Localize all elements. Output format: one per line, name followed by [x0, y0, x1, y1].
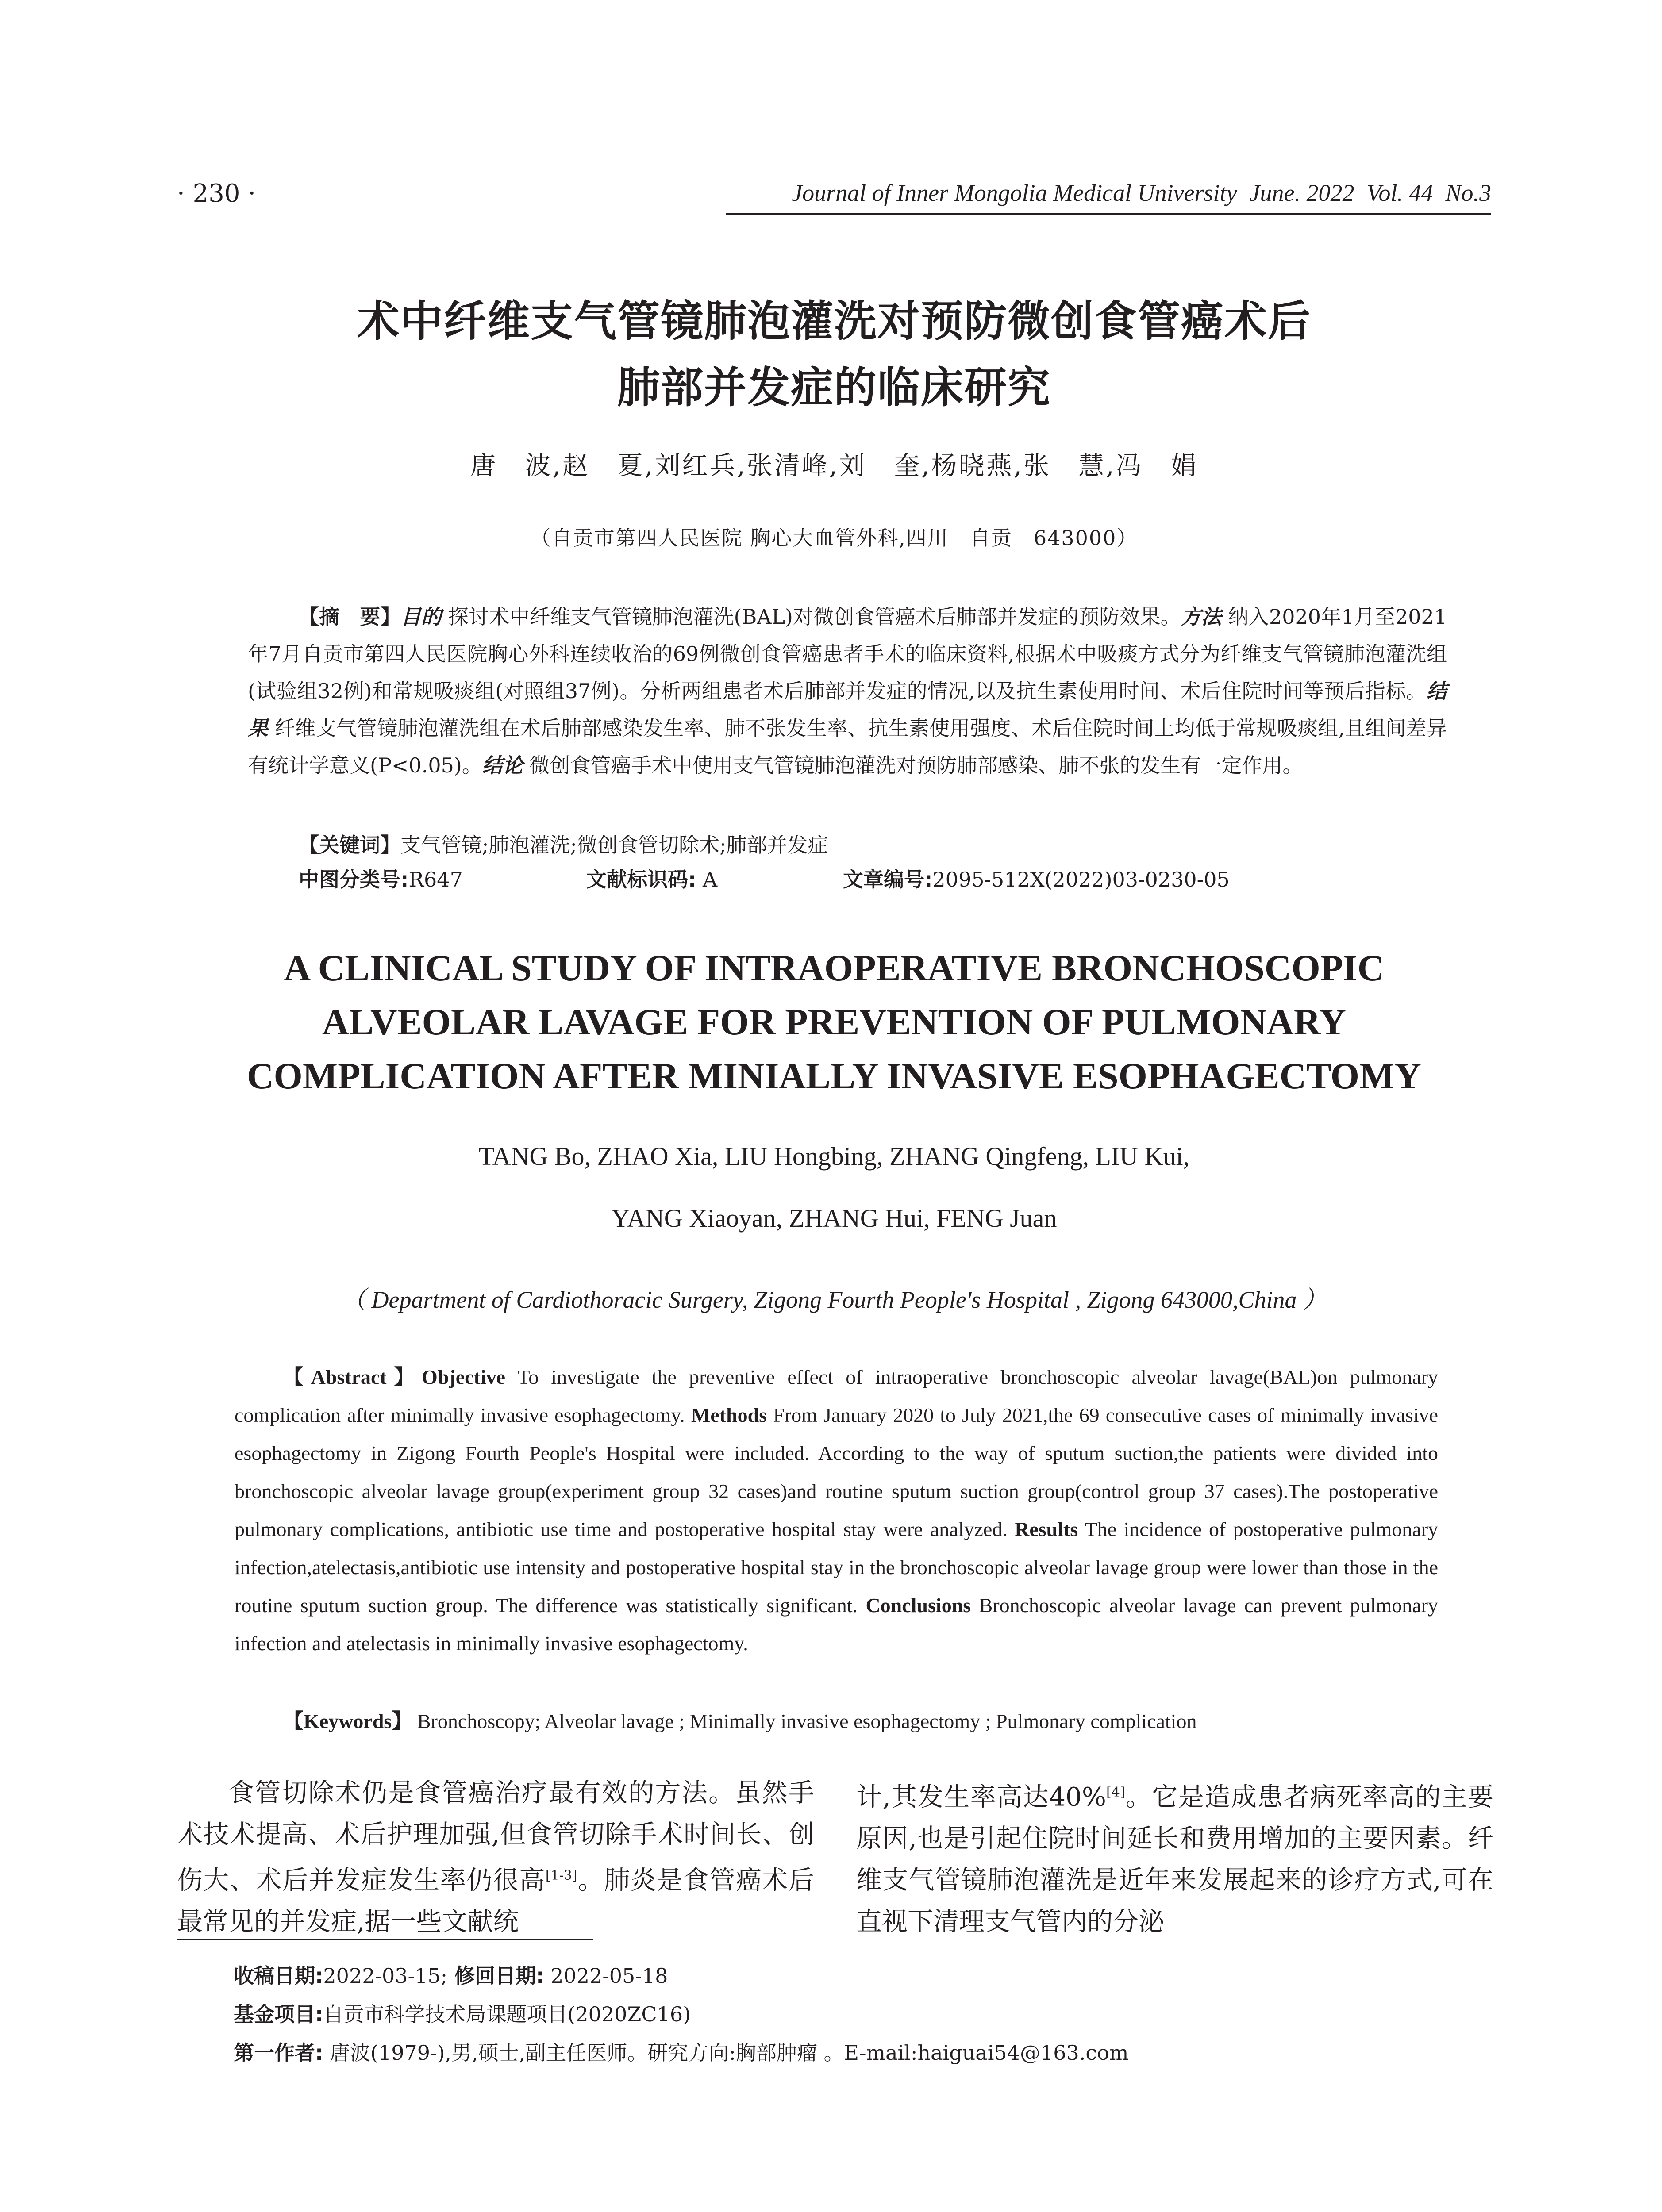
issue-number: No.3: [1445, 180, 1491, 206]
cn-affiliation: （自贡市第四人民医院 胸心大血管外科,四川 自贡 643000）: [530, 526, 1138, 550]
cn-methods-label: 方法: [1181, 605, 1222, 629]
body-left-text: 食管切除术仍是食管癌治疗最有效的方法。虽然手术技术提高、术后护理加强,但食管切除手术时间长、创伤大、术后并发症发生率仍很高: [177, 1778, 814, 1895]
class-code-value: R647: [408, 868, 463, 891]
page-number: · 230 ·: [177, 179, 256, 208]
en-abstract: [235, 1358, 1438, 1663]
citation-ref: [4]: [1106, 1785, 1125, 1800]
en-objective-label: Objective: [422, 1366, 506, 1388]
en-title-line-1: A CLINICAL STUDY OF INTRAOPERATIVE BRONCHOSCOPIC: [284, 948, 1385, 989]
footnote-fund: [234, 1998, 691, 2028]
fund-label: 基金项目:: [234, 2002, 323, 2026]
en-authors-line-2: YANG Xiaoyan, ZHANG Hui, FENG Juan: [611, 1204, 1057, 1233]
running-header: [726, 179, 1491, 207]
body-left-text-2: 。肺炎是食管癌术后最常见的并发症,据一些文献统: [177, 1865, 814, 1937]
class-code-label: 中图分类号:: [299, 868, 409, 891]
cn-title-line-2: 肺部并发症的临床研究: [617, 363, 1051, 412]
cn-keywords: [248, 826, 1447, 864]
cn-title-line-1: 术中纤维支气管镜肺泡灌洗对预防微创食管癌术后: [357, 296, 1311, 346]
volume: Vol. 44: [1366, 180, 1433, 206]
footnote-rule: [177, 1939, 593, 1940]
journal-name: Journal of Inner Mongolia Medical University: [792, 180, 1237, 206]
body-right-text: 计,其发生率高达40%: [856, 1782, 1107, 1812]
en-objective-text: To investigate the preventive effect of intraoperative bronchoscopic alveolar lavage(BAL)on pulmonary complication after minimally invasive esophagectomy.: [235, 1366, 1438, 1426]
en-abstract-label: 【Abstract】: [283, 1366, 422, 1388]
cn-objective-label: 目的: [400, 605, 442, 629]
cn-keywords-label: 【关键词】: [299, 833, 400, 857]
doc-code-value: A: [696, 868, 718, 891]
cn-conclusion-label: 结论: [482, 753, 523, 777]
first-author-value: 唐波(1979-),男,硕士,副主任医师。研究方向:胸部肿瘤 。E-mail:haiguai54@163.com: [323, 2041, 1129, 2065]
cn-methods-text: 纳入2020年1月至2021年7月自贡市第四人民医院胸心外科连续收治的69例微创食管癌患者手术的临床资料,根据术中吸痰方式分为纤维支气管镜肺泡灌洗组(试验组32例)和常规吸痰组(对照组37例)。分析两组患者术后肺部并发症的情况,以及抗生素使用时间、术后住院时间等预后指标。: [248, 605, 1447, 703]
en-results-text: The incidence of postoperative pulmonary infection,atelectasis,antibiotic use intensity and postoperative hospital stay in the bronchoscopic alveolar lavage group were lower than those in the routine sputum suction group. The difference was statistically significant.: [235, 1518, 1439, 1617]
en-methods-label: Methods: [691, 1404, 767, 1426]
body-column-left: [177, 1772, 814, 1942]
cn-classification-line: [299, 864, 1230, 893]
received-label: 收稿日期:: [234, 1964, 323, 1988]
cn-conclusion-text: 微创食管癌手术中使用支气管镜肺泡灌洗对预防肺部感染、肺不张的发生有一定作用。: [523, 753, 1303, 777]
article-number-value: 2095-512X(2022)03-0230-05: [932, 868, 1230, 891]
en-keywords-label: 【Keywords】: [283, 1710, 412, 1732]
received-date: 2022-03-15;: [323, 1964, 448, 1988]
en-results-label: Results: [1015, 1518, 1078, 1540]
revised-label: 修回日期:: [447, 1964, 544, 1988]
en-keywords: [235, 1702, 1438, 1740]
header-rule: [726, 213, 1491, 215]
en-conclusion-text: Bronchoscopic alveolar lavage can prevent pulmonary infection and atelectasis in minimally invasive esophagectomy.: [235, 1594, 1438, 1655]
cn-results-label: 结果: [248, 679, 1447, 740]
en-affiliation: （ Department of Cardiothoracic Surgery, Zigong Fourth People's Hospital , Zigong 643000,China ）: [341, 1286, 1327, 1313]
issue-date: June. 2022: [1249, 180, 1354, 206]
cn-abstract-label: 【摘 要】: [299, 605, 401, 629]
fund-value: 自贡市科学技术局课题项目(2020ZC16): [323, 2002, 691, 2026]
body-column-right: [856, 1772, 1493, 1942]
footnote-author: [234, 2037, 1128, 2066]
article-number-label: 文章编号:: [843, 868, 933, 891]
en-title-line-3: COMPLICATION AFTER MINIALLY INVASIVE ESOPHAGECTOMY: [246, 1056, 1422, 1097]
cn-abstract: [248, 598, 1447, 784]
doc-code-label: 文献标识码:: [586, 868, 696, 891]
cn-results-text: 纤维支气管镜肺泡灌洗组在术后肺部感染发生率、肺不张发生率、抗生素使用强度、术后住院时间上均低于常规吸痰组,且组间差异有统计学意义(P<0.05)。: [248, 716, 1447, 777]
cn-authors: 唐 波,赵 夏,刘红兵,张清峰,刘 奎,杨晓燕,张 慧,冯 娟: [470, 450, 1198, 480]
revised-date: 2022-05-18: [544, 1964, 668, 1988]
body-right-text-2: 。它是造成患者病死率高的主要原因,也是引起住院时间延长和费用增加的主要因素。纤维支气管镜肺泡灌洗是近年来发展起来的诊疗方式,可在直视下清理支气管内的分泌: [856, 1782, 1493, 1937]
en-title-line-2: ALVEOLAR LAVAGE FOR PREVENTION OF PULMONARY: [322, 1002, 1347, 1043]
cn-keywords-text: 支气管镜;肺泡灌洗;微创食管切除术;肺部并发症: [400, 833, 828, 857]
en-authors-line-1: TANG Bo, ZHAO Xia, LIU Hongbing, ZHANG Qingfeng, LIU Kui,: [478, 1142, 1190, 1171]
en-conclusion-label: Conclusions: [866, 1594, 971, 1617]
citation-ref: [1-3]: [545, 1868, 577, 1883]
cn-objective-text: 探讨术中纤维支气管镜肺泡灌洗(BAL)对微创食管癌术后肺部并发症的预防效果。: [441, 605, 1181, 629]
en-methods-text: From January 2020 to July 2021,the 69 consecutive cases of minimally invasive esophagectomy in Zigong Fourth People's Hospital were included. According to the way of sputum suction,the patients were divided into bronchoscopic alveolar lavage group(experiment group 32 cases)and routine sputum suction group(control group 37 cases).The postoperative pulmonary complications, antibiotic use time and postoperative hospital stay were analyzed.: [235, 1404, 1439, 1540]
first-author-label: 第一作者:: [234, 2041, 323, 2065]
en-keywords-text: Bronchoscopy; Alveolar lavage ; Minimally invasive esophagectomy ; Pulmonary complication: [412, 1710, 1197, 1732]
footnote-dates: [234, 1960, 668, 1989]
